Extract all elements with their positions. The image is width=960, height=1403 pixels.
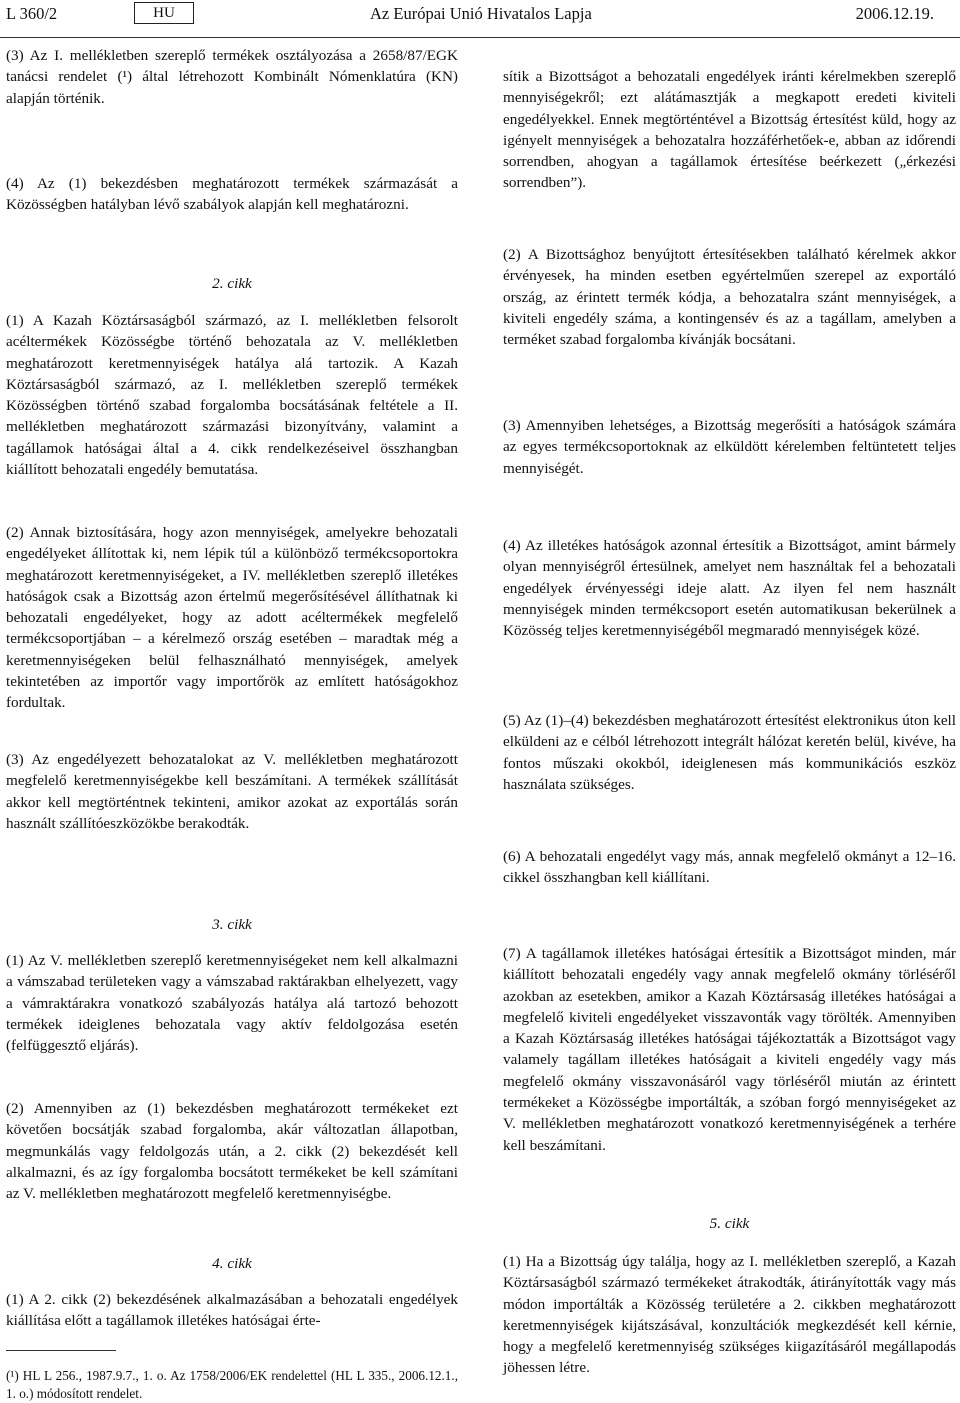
language-badge: HU (134, 2, 194, 24)
paragraph-art2-1: (1) A Kazah Köztársaságból származó, az I. mellékletben felsorolt acéltermékek Közösségbe történő behozatala az V. mellékletben meghatározott keretmennyiségek hatálya alá tartozik. A Kazah Köztársaságból származó, az I. mellékletben szereplő termékek Közösségben történő szabad forgalomba bocsátásának feltétele a II. mellékletben meghatározott származási bizonyítvány, valamint a tagállamok hatóságai által a 4. cikk rendelkezéseivel összhangban kiállított behozatali engedély bemutatása. (6, 312, 458, 479)
paragraph-art5-1: (1) Ha a Bizottság úgy találja, hogy az I. mellékletben szereplő, a Kazah Köztársaságból származó termékeket átrakodták, átirányították vagy más módon importálták a Közösség területére a 2. cikkben meghatározott keretmennyiségek kijátszásával, konzultációk megkezdését kell kérnie, hogy a megfelelő keretmennyiség szükséges kiigazításáról megállapodás jöhessen létre. (503, 1253, 956, 1377)
footnote: (¹) HL L 256., 1987.9.7., 1. o. Az 1758/2006/EK rendelettel (HL L 335., 2006.12.1., 1. o.) módosított rendelet. (6, 1368, 458, 1402)
paragraph-art4-7: (7) A tagállamok illetékes hatóságai értesítik a Bizottságot minden, már kiállított behozatali engedély vagy annak megfelelő okmány törléséről azokban az esetekben, amikor a Kazah Köztársaság illetékes hatóságai a megfelelő kiviteli engedélyeket visszavonták vagy törölték. Amennyiben a Kazah Köztársaság illetékes hatóságai tájékoztatták a Bizottságot vagy valamely tagállam illetékes hatóságait a kiviteli engedély vagy más megfelelő okmány visszavonásáról vagy törléséről miután az érintett termékeket a Közösségbe importálták, a szóban forgó mennyiségeket az V. mellékletben meghatározott vonatkozó keretmennyiségének a terhére kell beszámítani. (503, 945, 956, 1154)
paragraph-art4-6: (6) A behozatali engedélyt vagy más, annak megfelelő okmányt a 12–16. cikkel összhangban kell kiállítani. (503, 848, 956, 887)
paragraph-art2-2: (2) Annak biztosítására, hogy azon mennyiségek, amelyekre behozatali engedélyeket állítottak ki, nem lépik túl a különböző termékcsoportokra meghatározott keretmennyiségeket, a IV. mellékletben szereplő illetékes hatóságok csak a Bizottság azon értelmű megerősítésével állíthatnak ki behozatali engedélyeket, hogy az adott acéltermékek megfelelő termékcsoportjában – a kérelmező ország esetében – maradtak még a keretmennyiségeken belül felhasználható mennyiségek, amelyek tekintetében az importőr vagy importőrök az említett hatóságokhoz fordultak. (6, 524, 458, 712)
paragraph-art4-5: (5) Az (1)–(4) bekezdésben meghatározott értesítést elektronikus úton kell elküldeni az e célból létrehozott integrált hálózat keretén belül, kivéve, ha fontos műszaki okokból, ideiglenesen más kommunikációs eszköz használata szükséges. (503, 712, 956, 793)
publication-date: 2006.12.19. (855, 4, 934, 23)
paragraph-art4-3: (3) Amennyiben lehetséges, a Bizottság megerősíti a hatóságok számára az egyes termékcsoportoknak az elküldött kérelemben feltüntetett teljes mennyiségét. (503, 417, 956, 477)
paragraph-art4-2: (2) A Bizottsághoz benyújtott értesítésekben található kérelmek akkor érvényesek, ha minden esetben egyértelműen szerepel az exportáló ország, az érintett termék kódja, a behozatalra szánt mennyiségek, a kiviteli engedély száma, a kontingensév és az a tagállam, amelyben a terméket szabad forgalomba kívánják bocsátani. (503, 246, 956, 349)
page-header (0, 0, 960, 38)
paragraph-art1-3: (3) Az I. mellékletben szereplő termékek osztályozása a 2658/87/EGK tanácsi rendelet (¹) által létrehozott Kombinált Nómenklatúra (KN) alapján történik. (6, 47, 458, 107)
article-4-title: 4. cikk (212, 1255, 252, 1272)
paragraph-art3-2: (2) Amennyiben az (1) bekezdésben meghatározott termékeket ezt követően bocsátják szabad forgalomba, akár változatlan állapotban, megmunkálás vagy feldolgozás után, a 2. cikk (2) bekezdését kell alkalmazni, és az így forgalomba bocsátott termékeket be kell számítani az V. mellékletben meghatározott megfelelő keretmennyiségbe. (6, 1100, 458, 1203)
article-2-title: 2. cikk (212, 275, 252, 292)
article-5-title: 5. cikk (709, 1215, 750, 1232)
paragraph-art4-4: (4) Az illetékes hatóságok azonnal értesítik a Bizottságot, amint bármely olyan mennyiségről értesülnek, amelyet nem használtak fel a behozatali engedélyek érvényességi ideje alatt. Az ilyen fel nem használt mennyiségek minden termékcsoport esetén automatikusan bekerülnek a Közösség teljes keretmennyiségéből megmaradó mennyiségek közé. (503, 537, 956, 640)
journal-title: Az Európai Unió Hivatalos Lapja (370, 4, 592, 23)
paragraph-art2-3: (3) Az engedélyezett behozatalokat az V. mellékletben meghatározott megfelelő keretmennyiségekbe kell beszámítani. A termékek szállítását akkor kell megtörténtnek tekinteni, amikor azokat az exportálás során használt szállítóeszközökbe berakodták. (6, 751, 458, 832)
paragraph-art3-1: (1) Az V. mellékletben szereplő keretmennyiségeket nem kell alkalmazni a vámszabad területeken vagy a vámszabad raktárakban elhelyezett, vagy a vámraktárakra vonatkozó szabályozás hatálya alá tartozó behozott termékek ideiglenes behozatala vagy aktív feldolgozása esetén (felfüggesztő eljárás). (6, 952, 458, 1055)
paragraph-art4-1-start: (1) A 2. cikk (2) bekezdésének alkalmazásában a behozatali engedélyek kiállítása előtt a tagállamok illetékes hatóságai érte- (6, 1291, 458, 1330)
header-rule (0, 37, 960, 38)
footnote-rule (6, 1350, 116, 1351)
page-reference: L 360/2 (6, 4, 58, 23)
paragraph-art4-1-continued: sítik a Bizottságot a behozatali engedélyek iránti kérelmekben szereplő mennyiségekről; ezt alátámasztják a megkapott eredeti kiviteli engedélyekkel. Ennek megtörténtével a Bizottság értesítést küld, hogy az igényelt mennyiségek a behozatalra hozzáférhetőek-e, abban az időrendi sorrendben, ahogyan a tagállamok értesítése beérkezett („érkezési sorrendben”). (503, 68, 956, 192)
paragraph-art1-4: (4) Az (1) bekezdésben meghatározott termékek származását a Közösségben hatályban lévő szabályok alapján kell meghatározni. (6, 175, 458, 214)
article-3-title: 3. cikk (212, 916, 252, 933)
